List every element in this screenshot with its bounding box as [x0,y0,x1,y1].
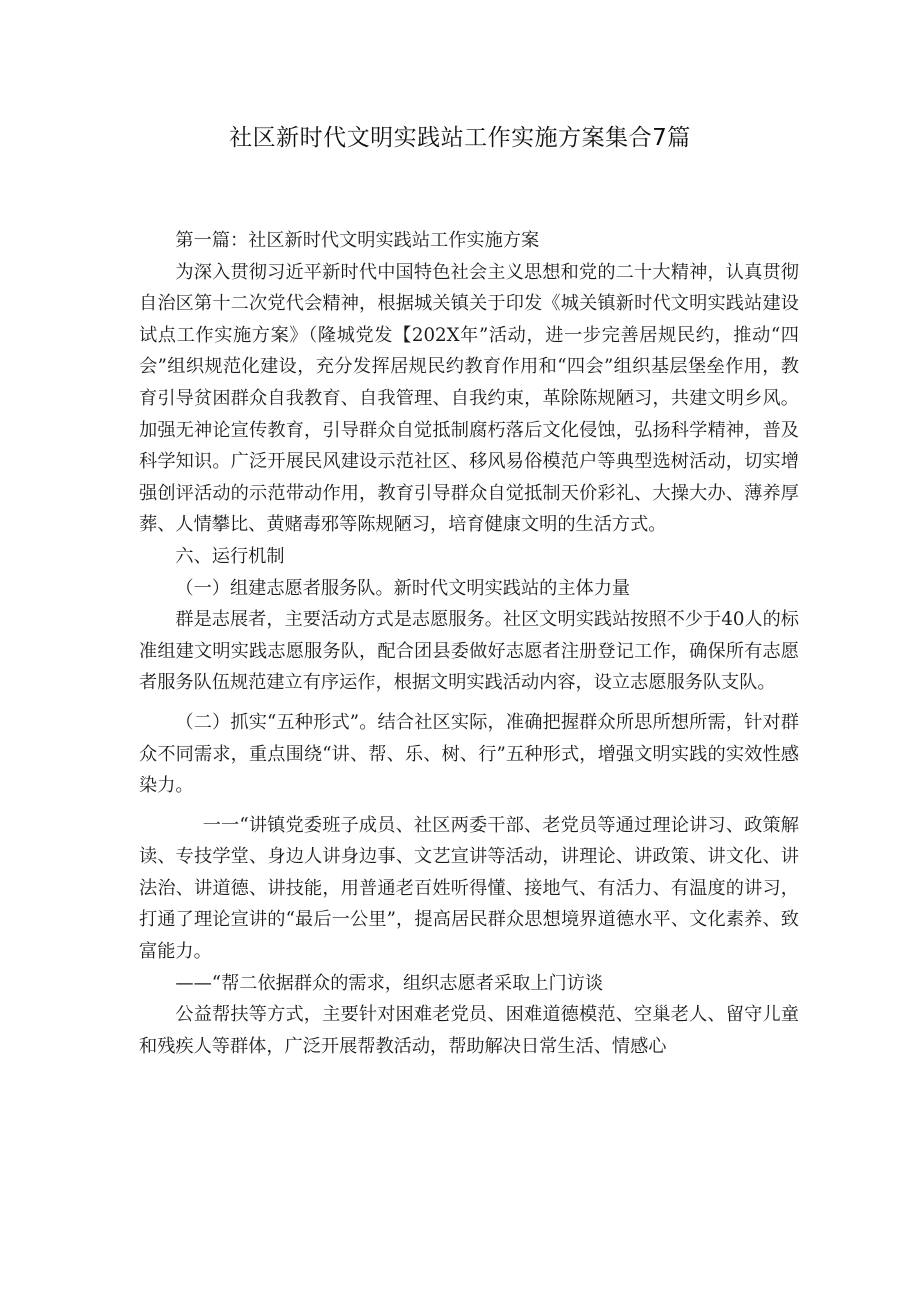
paragraph: 公益帮扶等方式，主要针对困难老党员、困难道德模范、空巢老人、留守儿童和残疾人等群体，广泛开展帮教活动，帮助解决日常生活、情感心 [139,1004,799,1057]
paragraph: 群是志展者，主要活动方式是志愿服务。社区文明实践站按照不少于40人的标准组建文明实践志愿服务队，配合团县委做好志愿者注册登记工作，确保所有志愿者服务队伍规范建立有序运作，根据文明实践活动内容，设立志愿服务队支队。 [139,609,799,694]
paragraph: 一一“讲镇党委班子成员、社区两委干部、老党员等通过理论讲习、政策解读、专技学堂、身边人讲身边事、文艺宣讲等活动，讲理论、讲政策、讲文化、讲法治、讲道德、讲技能，用普通老百姓听得懂、接地气、有活力、有温度的讲习，打通了理论宣讲的“最后一公里”，提高居民群众思想境界道德水平、文化素养、致富能力。 [139,814,799,963]
paragraph: （一）组建志愿者服务队。新时代文明实践站的主体力量 [175,577,631,599]
paragraph: 为深入贯彻习近平新时代中国特色社会主义思想和党的二十大精神，认真贯彻自治区第十二次党代会精神，根据城关镇关于印发《城关镇新时代文明实践站建设试点工作实施方案》（隆城党发【202X年”活动，进一步完善居规民约，推动“四会”组织规范化建设，充分发挥居规民约教育作用和“四会”组织基层堡垒作用，教育引导贫困群众自我教育、自我管理、自我约束，革除陈规陋习，共建文明乡风。加强无神论宣传教育，引导群众自觉抵制腐朽落后文化侵蚀，弘扬科学精神，普及科学知识。广泛开展民风建设示范社区、移风易俗模范户等典型选树活动，切实增强创评活动的示范带动作用，教育引导群众自觉抵制天价彩礼、大操大办、薄养厚葬、人情攀比、黄赌毒邪等陈规陋习，培育健康文明的生活方式。 [139,261,799,536]
section-heading: 六、运行机制 [175,545,285,567]
section-heading: 第一篇：社区新时代文明实践站工作实施方案 [175,230,540,251]
paragraph: ——“帮二依据群众的需求，组织志愿者采取上门访谈 [175,972,604,994]
document-title: 社区新时代文明实践站工作实施方案集合7篇 [229,125,691,151]
paragraph: （二）抓实“五种形式”。结合社区实际，准确把握群众所思所想所需，针对群众不同需求，重点围绕“讲、帮、乐、树、行”五种形式，增强文明实践的实效性感染力。 [139,711,799,797]
document-body [139,225,799,1062]
